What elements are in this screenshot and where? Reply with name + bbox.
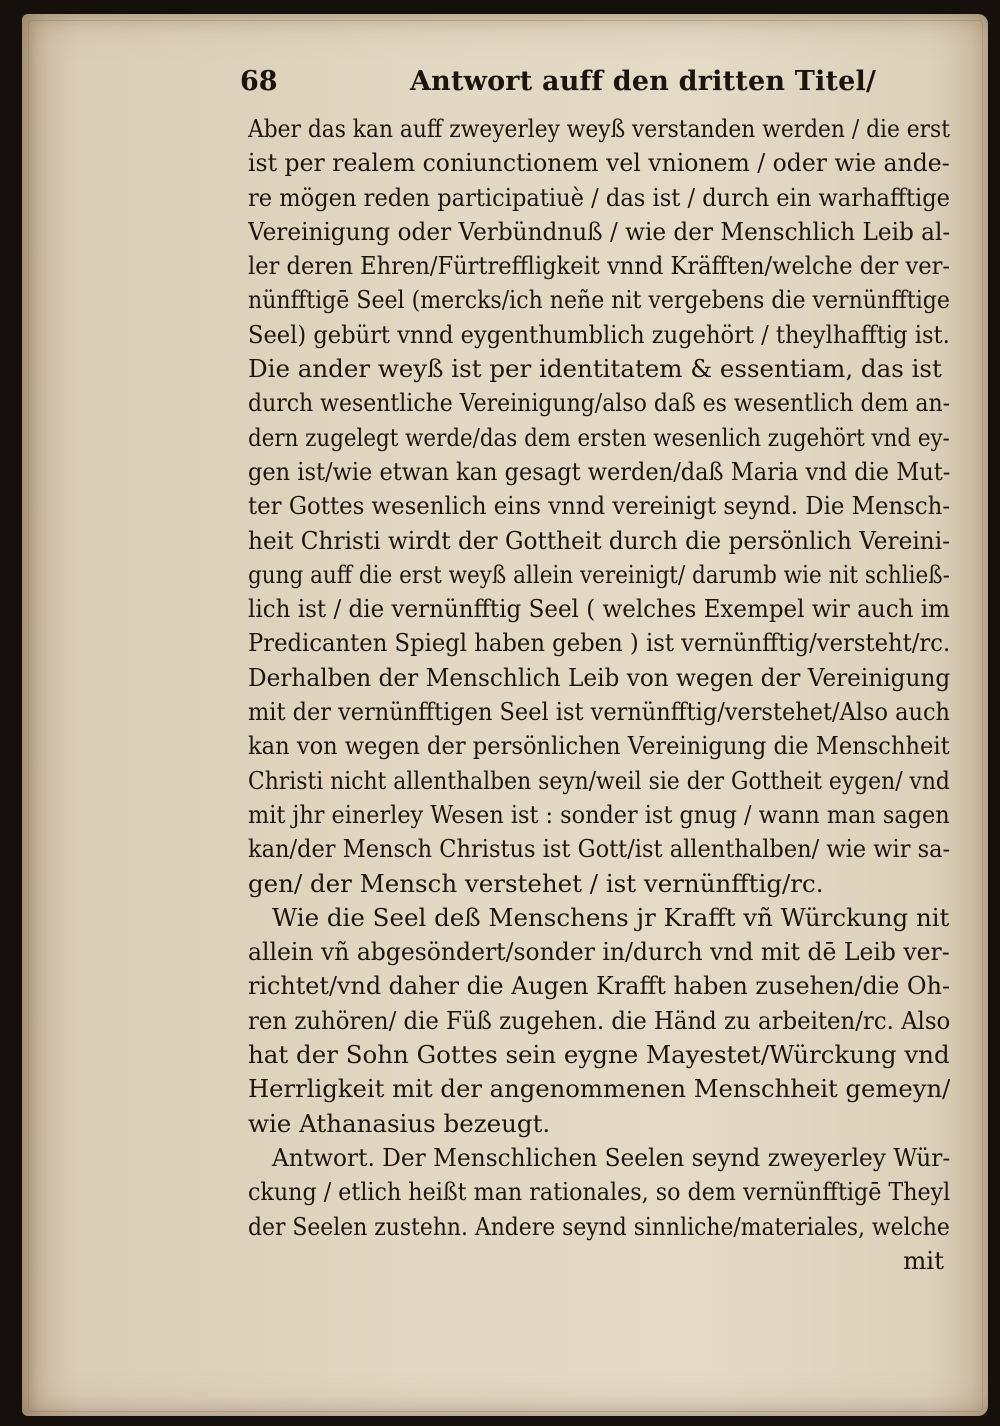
text-line: Christi nicht allenthalben seyn/weil sie der Gottheit eygen/ vnd — [248, 765, 950, 795]
text-line: Vereinigung oder Verbündnuß / wie der Menschlich Leib al- — [248, 216, 950, 246]
text-line: durch wesentliche Vereinigung/also daß es wesentlich dem an- — [248, 388, 950, 418]
text-line: kan/der Mensch Christus ist Gott/ist allenthalben/ wie wir sa- — [248, 834, 950, 864]
text-line: mit jhr einerley Wesen ist : sonder ist gnug / wann man sagen — [248, 799, 950, 829]
text-line: Herrligkeit mit der angenommenen Menschheit gemeyn/ — [248, 1074, 950, 1104]
text-line: heit Christi wirdt der Gottheit durch die persönlich Vereini- — [248, 525, 950, 555]
running-head — [240, 66, 877, 106]
text-line: Aber das kan auff zweyerley weyß verstanden werden / die erst — [248, 114, 950, 143]
text-line: gen/ der Mensch verstehet / ist vernünfftig/rc. — [248, 868, 824, 898]
text-line: Antwort. Der Menschlichen Seelen seynd zweyerley Wür- — [272, 1142, 950, 1172]
text-line: mit der vernünfftigen Seel ist vernünfftig/verstehet/Also auch — [248, 697, 950, 727]
text-line: ler deren Ehren/Fürtreffligkeit vnnd Kräfften/welche der ver- — [248, 251, 950, 281]
text-line: Derhalben der Menschlich Leib von wegen der Vereinigung — [248, 662, 950, 692]
text-line: gung auff die erst weyß allein vereinigt/ darumb wie nit schließ- — [248, 559, 950, 589]
text-line: lich ist / die vernünfftig Seel ( welches Exempel wir auch im — [248, 594, 950, 624]
text-line: re mögen reden participatiuè / das ist / durch ein warhafftige — [248, 182, 950, 212]
text-line: der Seelen zustehn. Andere seynd sinnliche/materiales, welche — [248, 1211, 950, 1241]
text-line: ckung / etlich heißt man rationales, so dem vernünfftigē Theyl — [248, 1177, 950, 1207]
text-line: Wie die Seel deß Menschens jr Krafft vñ Würckung nit — [272, 902, 950, 932]
text-line: ist per realem coniunctionem vel vnionem / oder wie ande- — [248, 148, 950, 178]
catchword: mit — [903, 1245, 944, 1275]
text-line: wie Athanasius bezeugt. — [248, 1108, 551, 1138]
text-line: allein vñ abgesöndert/sonder in/durch vnd mit dē Leib ver- — [248, 937, 950, 967]
text-line: Predicanten Spiegl haben geben ) ist vernünfftig/versteht/rc. — [248, 628, 950, 658]
text-line: Seel) gebürt vnnd eygenthumblich zugehört / theylhafftig ist. — [248, 319, 950, 349]
text-line: richtet/vnd daher die Augen Krafft haben zusehen/die Oh- — [248, 971, 950, 1001]
text-line: kan von wegen der persönlichen Vereinigung die Menschheit — [248, 731, 950, 761]
text-line: Die ander weyß ist per identitatem & essentiam, das ist — [248, 354, 942, 384]
text-block — [248, 112, 950, 1278]
text-line: nünfftigē Seel (mercks/ich neñe nit vergebens die vernünfftige — [248, 285, 950, 315]
text-line: gen ist/wie etwan kan gesagt werden/daß Maria vnd die Mut- — [248, 456, 950, 486]
text-line: dern zugelegt werde/das dem ersten wesenlich zugehört vnd ey- — [248, 422, 950, 452]
running-title: Antwort auff den dritten Titel/ — [410, 66, 877, 97]
text-line: ter Gottes wesenlich eins vnnd vereinigt seynd. Die Mensch- — [248, 491, 950, 521]
page-number: 68 — [240, 66, 278, 97]
text-line: ren zuhören/ die Füß zugehen. die Händ zu arbeiten/rc. Also — [248, 1005, 950, 1035]
text-line: hat der Sohn Gottes sein eygne Mayestet/Würckung vnd — [248, 1040, 950, 1070]
